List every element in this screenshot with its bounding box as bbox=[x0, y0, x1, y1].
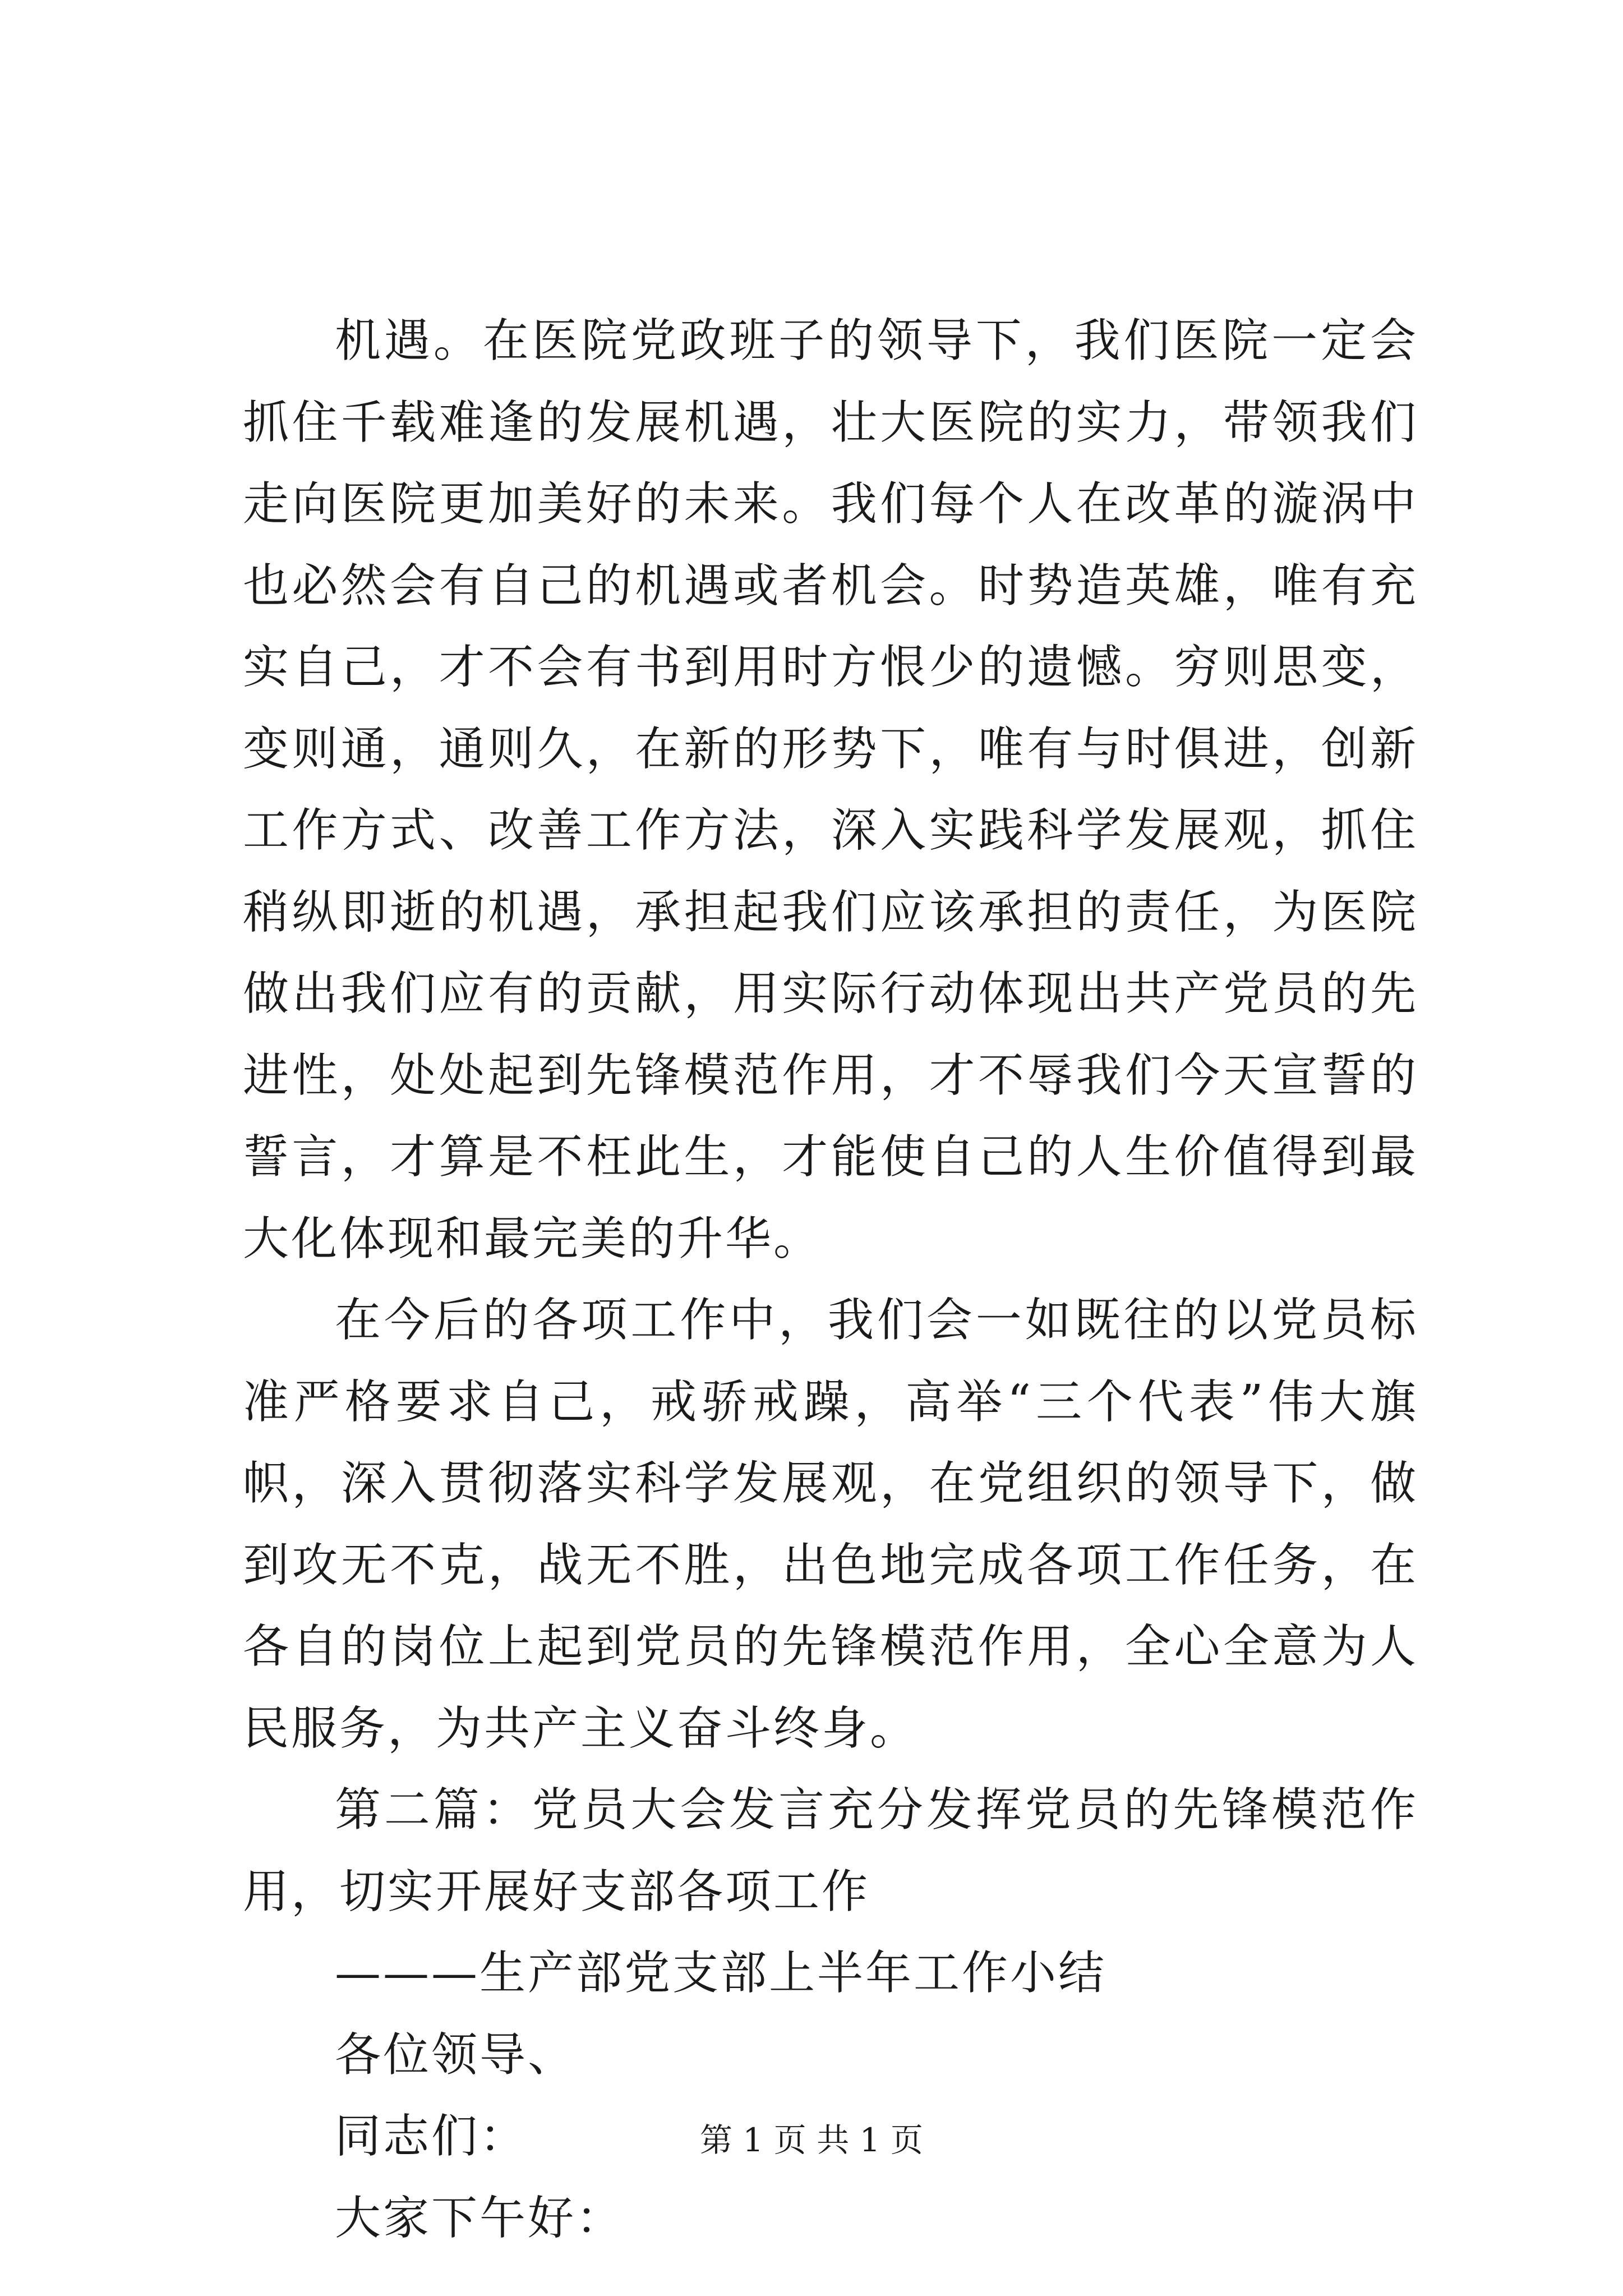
paragraph-subtitle: ———生产部党支部上半年工作小结 bbox=[335, 1947, 1107, 2000]
paragraph-opportunity: 机遇。在医院党政班子的领导下，我们医院一定会抓住千载难逢的发展机遇，壮大医院的实力，带领我们走向医院更加美好的未来。我们每个人在改革的漩涡中也必然会有自己的机遇或者机会。时势造英雄，唯有充实自己，才不会有书到用时方恨少的遗憾。穷则思变，变则通，通则久，在新的形势下，唯有与时俱进，创新工作方式、改善工作方法，深入实践科学发展观，抓住稍纵即逝的机遇，承担起我们应该承担的责任，为医院做出我们应有的贡献，用实际行动体现出共产党员的先进性，处处起到先锋模范作用，才不辱我们今天宣誓的誓言，才算是不枉此生，才能使自己的人生价值得到最大化体现和最完美的升华。 bbox=[243, 314, 1418, 1266]
paragraph-greeting: 大家下午好： bbox=[335, 2191, 625, 2245]
page-footer: 第 1 页 共 1 页 bbox=[700, 2121, 923, 2159]
paragraph-future-work: 在今后的各项工作中，我们会一如既往的以党员标准严格要求自己，戒骄戒躁，高举“三个代表”伟大旗帜，深入贯彻落实科学发展观，在党组织的领导下，做到攻无不克，战无不胜，出色地完成各项工作任务，在各自的岗位上起到党员的先锋模范作用，全心全意为人民服务，为共产主义奋斗终身。 bbox=[243, 1294, 1418, 1755]
paragraph-salutation-comrades: 同志们： bbox=[335, 2110, 528, 2163]
paragraph-salutation-leaders: 各位领导、 bbox=[335, 2028, 577, 2082]
paragraph-second-article-title: 第二篇：党员大会发言充分发挥党员的先锋模范作用，切实开展好支部各项工作 bbox=[243, 1783, 1418, 1918]
document-body bbox=[243, 300, 1418, 2259]
